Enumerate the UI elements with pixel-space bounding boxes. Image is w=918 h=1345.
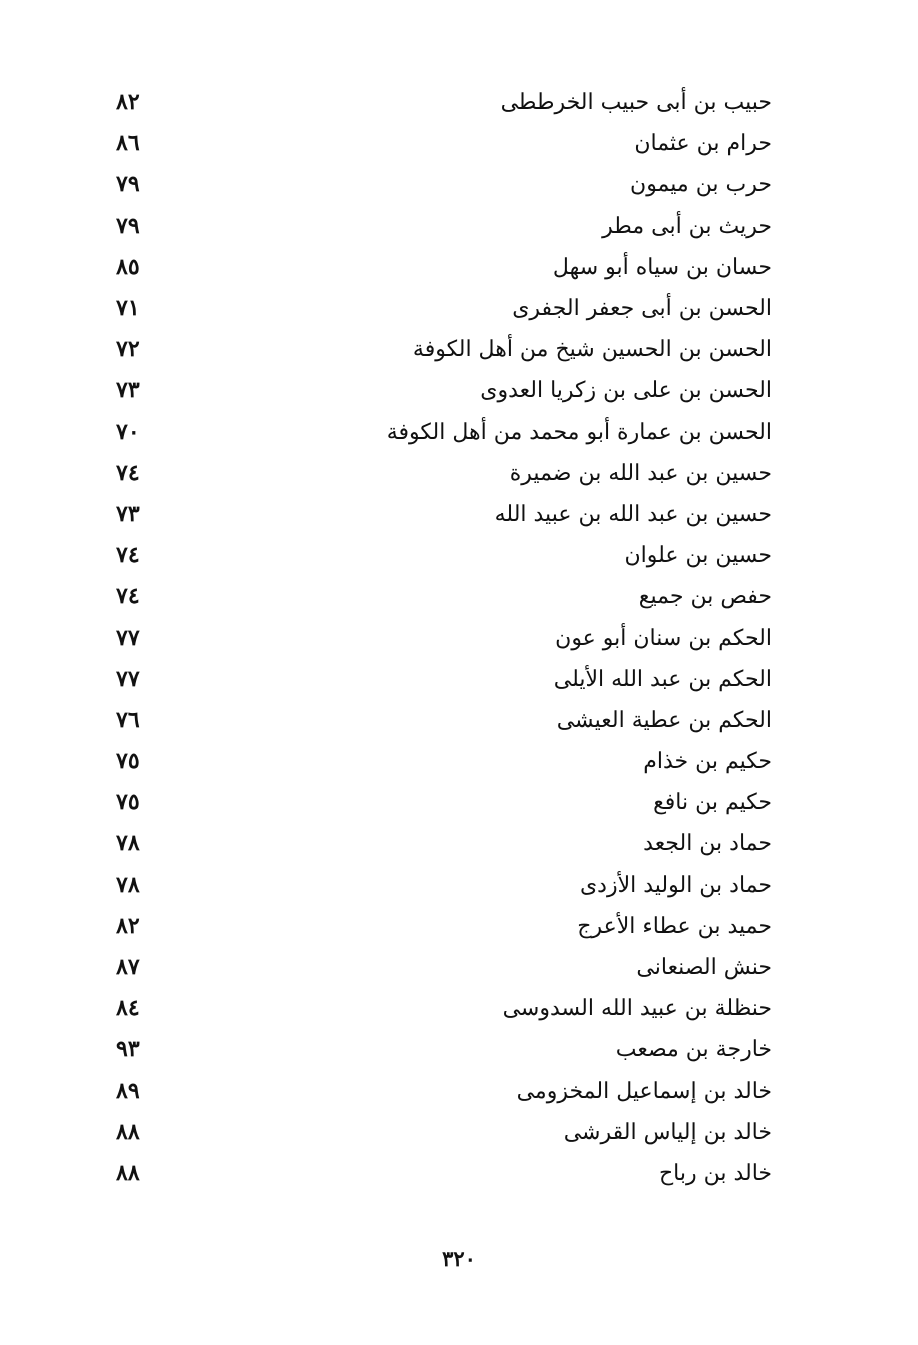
entry-name: حنظلة بن عبيد الله السدوسى bbox=[502, 996, 772, 1022]
entry-page-number: ٧٣ bbox=[116, 377, 140, 404]
index-entry bbox=[100, 164, 772, 205]
index-entry bbox=[100, 535, 772, 576]
entry-name: حرب بن ميمون bbox=[630, 172, 772, 198]
index-entry bbox=[100, 123, 772, 164]
entry-name: حبيب بن أبى حبيب الخرططى bbox=[500, 90, 772, 116]
entry-name: الحكم بن سنان أبو عون bbox=[555, 625, 772, 651]
index-entry bbox=[100, 206, 772, 247]
entry-page-number: ٧٤ bbox=[116, 459, 140, 486]
index-entry bbox=[100, 906, 772, 947]
entry-page-number: ٧٣ bbox=[116, 500, 140, 527]
index-entry bbox=[100, 947, 772, 988]
index-entry bbox=[100, 741, 772, 782]
index-entry bbox=[100, 576, 772, 617]
entry-name: حسين بن علوان bbox=[624, 543, 772, 569]
entry-name: حسان بن سياه أبو سهل bbox=[552, 254, 772, 280]
entry-name: الحسن بن على بن زكريا العدوى bbox=[480, 378, 772, 404]
index-entry bbox=[100, 82, 772, 123]
entry-page-number: ٧٢ bbox=[116, 336, 140, 363]
page-number: ٣٢٠ bbox=[442, 1246, 476, 1271]
entry-page-number: ٧٤ bbox=[116, 542, 140, 569]
entry-name: حميد بن عطاء الأعرج bbox=[577, 913, 772, 939]
entry-page-number: ٧٩ bbox=[116, 171, 140, 198]
index-entry bbox=[100, 1071, 772, 1112]
index-entry bbox=[100, 865, 772, 906]
entry-page-number: ٨٢ bbox=[116, 89, 140, 116]
entry-name: حكيم بن نافع bbox=[653, 790, 772, 816]
entry-page-number: ٧٤ bbox=[116, 583, 140, 610]
index-entry bbox=[100, 329, 772, 370]
entry-name: الحكم بن عطية العيشى bbox=[556, 707, 772, 733]
entry-name: خارجة بن مصعب bbox=[615, 1037, 772, 1063]
index-entry bbox=[100, 1112, 772, 1153]
entry-page-number: ٧٥ bbox=[116, 748, 140, 775]
entry-page-number: ٨٨ bbox=[116, 1159, 140, 1186]
entry-page-number: ٨٨ bbox=[116, 1118, 140, 1145]
index-entry bbox=[100, 700, 772, 741]
index-entry bbox=[100, 1029, 772, 1070]
index-entry bbox=[100, 370, 772, 411]
entry-page-number: ٨٥ bbox=[116, 253, 140, 280]
index-entry bbox=[100, 412, 772, 453]
entry-name: حريث بن أبى مطر bbox=[602, 213, 772, 239]
entry-name: الحسن بن أبى جعفر الجفرى bbox=[512, 296, 772, 322]
index-entry bbox=[100, 288, 772, 329]
entry-name: الحكم بن عبد الله الأيلى bbox=[553, 666, 772, 692]
entry-name: حسين بن عبد الله بن ضميرة bbox=[509, 460, 772, 486]
index-list bbox=[100, 82, 772, 1194]
entry-page-number: ٨٤ bbox=[116, 995, 140, 1022]
entry-name: حرام بن عثمان bbox=[634, 131, 772, 157]
entry-page-number: ٧٧ bbox=[116, 624, 140, 651]
entry-page-number: ٩٣ bbox=[116, 1036, 140, 1063]
entry-name: حماد بن الوليد الأزدى bbox=[579, 872, 772, 898]
index-entry bbox=[100, 659, 772, 700]
index-entry bbox=[100, 247, 772, 288]
entry-name: خالد بن إلياس القرشى bbox=[563, 1119, 772, 1145]
index-entry bbox=[100, 988, 772, 1029]
entry-name: حماد بن الجعد bbox=[643, 831, 772, 857]
entry-name: حكيم بن خذام bbox=[643, 749, 772, 775]
index-entry bbox=[100, 494, 772, 535]
entry-page-number: ٧٥ bbox=[116, 789, 140, 816]
entry-name: حنش الصنعانى bbox=[636, 955, 772, 981]
entry-name: حسين بن عبد الله بن عبيد الله bbox=[494, 501, 772, 527]
entry-page-number: ٧٧ bbox=[116, 665, 140, 692]
entry-name: خالد بن إسماعيل المخزومى bbox=[516, 1078, 772, 1104]
entry-name: الحسن بن الحسين شيخ من أهل الكوفة bbox=[412, 337, 772, 363]
entry-page-number: ٨٧ bbox=[116, 954, 140, 981]
index-entry bbox=[100, 823, 772, 864]
index-entry bbox=[100, 1153, 772, 1194]
entry-page-number: ٨٦ bbox=[116, 130, 140, 157]
index-entry bbox=[100, 617, 772, 658]
entry-page-number: ٧٦ bbox=[116, 706, 140, 733]
entry-page-number: ٧٨ bbox=[116, 830, 140, 857]
entry-page-number: ٨٢ bbox=[116, 912, 140, 939]
entry-name: خالد بن رباح bbox=[658, 1160, 772, 1186]
entry-page-number: ٨٩ bbox=[116, 1077, 140, 1104]
entry-name: الحسن بن عمارة أبو محمد من أهل الكوفة bbox=[386, 419, 772, 445]
entry-page-number: ٧١ bbox=[116, 295, 140, 322]
entry-name: حفص بن جميع bbox=[638, 584, 772, 610]
index-entry bbox=[100, 782, 772, 823]
index-entry bbox=[100, 453, 772, 494]
entry-page-number: ٧٠ bbox=[116, 418, 140, 445]
entry-page-number: ٧٨ bbox=[116, 871, 140, 898]
entry-page-number: ٧٩ bbox=[116, 212, 140, 239]
